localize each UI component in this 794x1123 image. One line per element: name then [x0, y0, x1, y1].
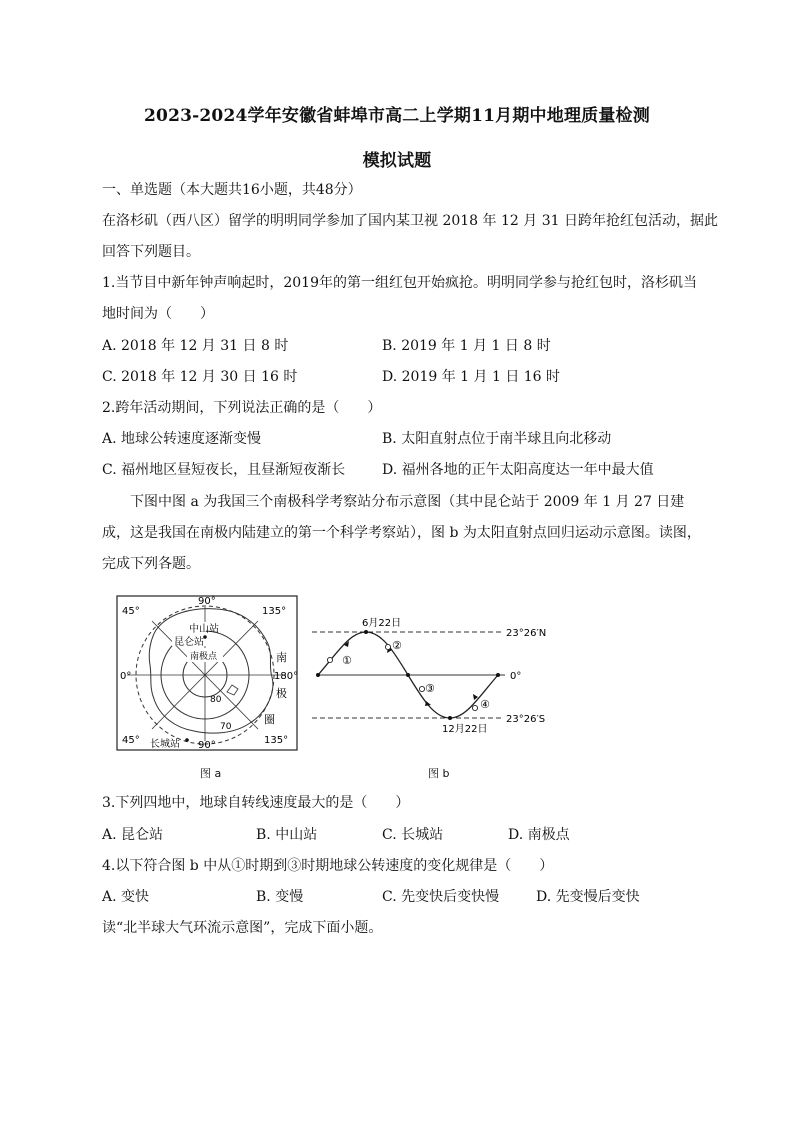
- marker-3: ③: [425, 682, 435, 695]
- intro-2-line-1: 下图中图 a 为我国三个南极科学考察站分布示意图（其中昆仑站于 2009 年 1 月 27 日建: [130, 494, 685, 510]
- question-3-stem: 3.下列四地中，地球自转线速度最大的是（ ）: [102, 795, 410, 811]
- station-zhongshan-label: 中山站: [189, 624, 219, 635]
- intro-3: 读“北半球大气环流示意图”，完成下面小题。: [102, 920, 383, 936]
- intro-2-line-3: 完成下列各题。: [102, 556, 200, 572]
- lat-label-80: 80: [210, 695, 222, 705]
- station-kunlun-label: 昆仑站: [174, 637, 204, 648]
- lon-label-135-top-right: 135°: [262, 606, 287, 617]
- figure-b-caption: 图 b: [428, 767, 450, 780]
- question-2-stem: 2.跨年活动期间，下列说法正确的是（ ）: [102, 400, 382, 416]
- station-changcheng-label: 长城站: [150, 739, 180, 750]
- figure-a-caption: 图 a: [200, 767, 222, 780]
- question-4-stem: 4.以下符合图 b 中从①时期到③时期地球公转速度的变化规律是（ ）: [102, 858, 554, 874]
- question-3-option-b: B. 中山站: [256, 827, 318, 843]
- question-3-option-c: C. 长城站: [382, 827, 444, 843]
- south-pole-label: 南极点: [190, 652, 218, 662]
- lon-label-135-bottom-right: 135°: [264, 735, 289, 746]
- lon-label-0: 0°: [120, 671, 132, 682]
- marker-2: ②: [392, 639, 402, 652]
- label-tropic-south: 23°26′S: [506, 714, 546, 725]
- figure-a-antarctic-map: [116, 595, 298, 751]
- question-2-option-b: B. 太阳直射点位于南半球且向北移动: [382, 431, 612, 447]
- antarctic-circle-char-3: 圈: [264, 713, 275, 726]
- lon-label-180: 180°: [274, 671, 298, 682]
- figure-b-solar-migration-diagram: [310, 612, 560, 738]
- question-1-option-c: C. 2018 年 12 月 30 日 16 时: [102, 369, 298, 385]
- question-4-option-c: C. 先变快后变快慢: [382, 889, 500, 905]
- question-1-option-a: A. 2018 年 12 月 31 日 8 时: [102, 338, 289, 354]
- question-4-option-b: B. 变慢: [256, 889, 304, 905]
- question-4-option-d: D. 先变慢后变快: [536, 889, 640, 905]
- antarctic-circle-char-1: 南: [276, 651, 287, 664]
- question-1-stem-line-2: 地时间为（ ）: [102, 306, 214, 322]
- lat-label-70: 70: [220, 722, 232, 732]
- question-2-option-d: D. 福州各地的正午太阳高度达一年中最大值: [382, 462, 654, 478]
- lon-label-45-top-left: 45°: [122, 606, 140, 617]
- intro-1-line-1: 在洛杉矶（西八区）留学的明明同学参加了国内某卫视 2018 年 12 月 31 日跨年抢红包活动，据此: [102, 213, 718, 229]
- question-2-option-a: A. 地球公转速度逐渐变慢: [102, 431, 262, 447]
- question-2-option-c: C. 福州地区昼短夜长，且昼渐短夜渐长: [102, 462, 346, 478]
- marker-4: ④: [480, 698, 490, 711]
- lon-label-90-top: 90°: [198, 596, 216, 607]
- antarctic-circle-char-2: 极: [276, 687, 287, 700]
- label-december-22: 12月22日: [442, 724, 488, 735]
- marker-1: ①: [342, 654, 352, 667]
- question-4-option-a: A. 变快: [102, 889, 150, 905]
- intro-2-line-2: 成，这是我国在南极内陆建立的第一个科学考察站），图 b 为太阳直射点回归运动示意图。读图，: [102, 525, 701, 541]
- lon-label-45-bottom-left: 45°: [122, 735, 140, 746]
- title-line-1: 2023-2024学年安徽省蚌埠市高二上学期11月期中地理质量检测: [144, 106, 650, 126]
- lon-label-90-bottom: 90°: [198, 740, 216, 751]
- intro-1-line-2: 回答下列题目。: [102, 244, 200, 260]
- question-3-option-a: A. 昆仑站: [102, 827, 164, 843]
- question-1-option-d: D. 2019 年 1 月 1 日 16 时: [382, 369, 561, 385]
- question-1-stem-line-1: 1.当节目中新年钟声响起时，2019年的第一组红包开始疯抢。明明同学参与抢红包时，洛杉矶当: [102, 275, 697, 291]
- question-3-option-d: D. 南极点: [508, 827, 570, 843]
- section-header: 一、单选题（本大题共16小题，共48分）: [102, 182, 362, 198]
- label-equator: 0°: [510, 671, 522, 682]
- label-june-22: 6月22日: [362, 618, 402, 629]
- title-line-2: 模拟试题: [362, 151, 432, 171]
- label-tropic-north: 23°26′N: [506, 628, 547, 639]
- question-1-option-b: B. 2019 年 1 月 1 日 8 时: [382, 338, 551, 354]
